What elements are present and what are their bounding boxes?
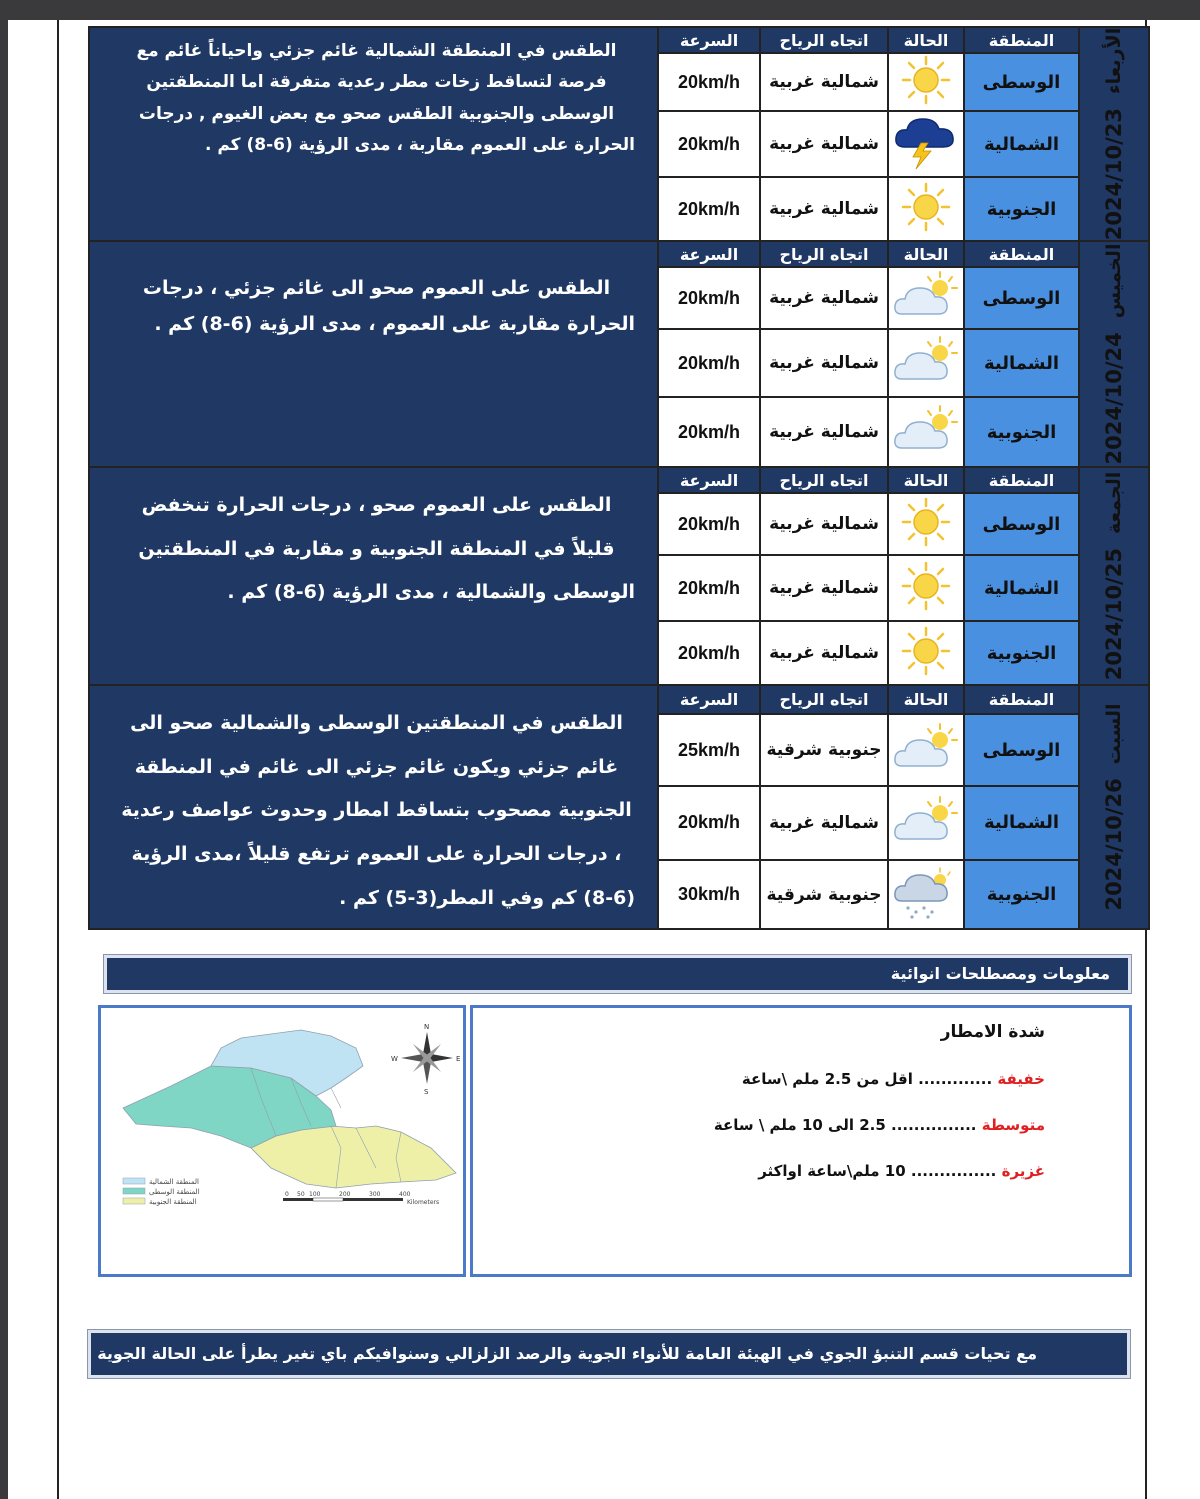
scale-50: 50 — [297, 1191, 305, 1198]
wind-speed: 20km/h — [658, 397, 760, 467]
iraq-regions-map — [98, 1005, 466, 1277]
day-description: الطقس في المنطقة الشمالية غائم جزئي واحياناً غائم مع فرصة لتساقط زخات مطر رعدية متفرقة اما المنطقتين الوسطى والجنوبية الطقس صحو مع بعض الغيوم , درجات الحرارة على العموم مقاربة ، مدى الرؤية (6-8) كم . — [89, 27, 658, 241]
wind-speed: 20km/h — [658, 555, 760, 621]
rain-light-row — [742, 1070, 1045, 1088]
header-region: المنطقة — [964, 27, 1079, 53]
day-header-row — [89, 241, 1149, 267]
rain-heavy-row — [758, 1162, 1045, 1180]
wind-speed: 20km/h — [658, 111, 760, 177]
day-header-row — [89, 467, 1149, 493]
wind-speed: 20km/h — [658, 786, 760, 860]
header-wind-direction: اتجاه الرياح — [760, 27, 888, 53]
partly-cloudy-icon — [892, 722, 960, 778]
rain-moderate-row — [714, 1116, 1045, 1134]
header-speed: السرعة — [658, 241, 760, 267]
wind-direction: شمالية غربية — [760, 786, 888, 860]
header-speed: السرعة — [658, 27, 760, 53]
day-date-cell — [1079, 467, 1149, 685]
region-name: الشمالية — [964, 329, 1079, 397]
wind-direction: شمالية غربية — [760, 493, 888, 555]
partly-cloudy-icon — [892, 795, 960, 851]
map-legend — [123, 1178, 200, 1206]
scale-100: 100 — [309, 1191, 321, 1198]
scale-0: 0 — [285, 1191, 289, 1198]
wind-speed: 25km/h — [658, 714, 760, 786]
condition-cell — [888, 621, 964, 685]
scale-unit: Kilometers — [407, 1199, 440, 1206]
header-condition: الحالة — [888, 685, 964, 714]
condition-cell — [888, 53, 964, 111]
sunny-icon — [901, 497, 951, 551]
compass-w: W — [391, 1055, 398, 1063]
wind-direction: شمالية غربية — [760, 329, 888, 397]
partly-cloudy-icon — [892, 335, 960, 391]
region-name: الشمالية — [964, 555, 1079, 621]
legend-south-label: المنطقة الجنوبية — [149, 1198, 197, 1206]
day-name: الأربعاء — [1103, 27, 1125, 95]
wind-direction: شمالية غربية — [760, 555, 888, 621]
day-date: 2024/10/23 — [1102, 108, 1126, 241]
day-date: 2024/10/25 — [1102, 548, 1126, 681]
condition-cell — [888, 267, 964, 329]
wind-direction: شمالية غربية — [760, 621, 888, 685]
day-description: الطقس على العموم صحو ، درجات الحرارة تنخفض قليلاً في المنطقة الجنوبية و مقاربة في المنطقتين الوسطى والشمالية ، مدى الرؤية (6-8) كم . — [89, 467, 658, 685]
condition-cell — [888, 786, 964, 860]
day-description: الطقس على العموم صحو الى غائم جزئي ، درجات الحرارة مقاربة على العموم ، مدى الرؤية (6-8) كم . — [89, 241, 658, 467]
day-header-row — [89, 685, 1149, 714]
map-scale-bar — [283, 1191, 439, 1206]
compass-e: E — [456, 1055, 461, 1063]
sunny-icon — [901, 55, 951, 109]
rain-heavy-label: غزيرة — [1001, 1162, 1045, 1180]
region-name: الجنوبية — [964, 621, 1079, 685]
wind-speed: 20km/h — [658, 329, 760, 397]
rain-moderate-text: ............... 2.5 الى 10 ملم \ ساعة — [713, 1116, 982, 1134]
wind-speed: 20km/h — [658, 177, 760, 241]
rain-intensity-box — [470, 1005, 1132, 1277]
region-name: الوسطى — [964, 267, 1079, 329]
rain-intensity-title: شدة الامطار — [940, 1022, 1045, 1042]
region-name: الوسطى — [964, 493, 1079, 555]
top-dark-bar — [0, 0, 1200, 20]
day-header-row — [89, 27, 1149, 53]
header-wind-direction: اتجاه الرياح — [760, 685, 888, 714]
region-name: الشمالية — [964, 111, 1079, 177]
condition-cell — [888, 397, 964, 467]
region-name: الوسطى — [964, 53, 1079, 111]
day-name: السبت — [1103, 703, 1125, 765]
region-name: الجنوبية — [964, 177, 1079, 241]
rain-moderate-label: متوسطة — [981, 1116, 1045, 1134]
region-name: الشمالية — [964, 786, 1079, 860]
scale-300: 300 — [369, 1191, 381, 1198]
rain-heavy-text: ............... 10 ملم\ساعة اواكثر — [758, 1162, 1002, 1180]
scale-400: 400 — [399, 1191, 411, 1198]
header-region: المنطقة — [964, 241, 1079, 267]
rain-light-label: خفيفة — [997, 1070, 1045, 1088]
day-date: 2024/10/26 — [1102, 778, 1126, 911]
wind-direction: شمالية غربية — [760, 111, 888, 177]
legend-central-label: المنطقة الوسطى — [149, 1188, 200, 1196]
wind-speed: 30km/h — [658, 860, 760, 930]
wind-direction: شمالية غربية — [760, 397, 888, 467]
day-date-cell — [1079, 241, 1149, 467]
left-dark-strip — [0, 20, 8, 1499]
footer-bar: مع تحيات قسم التنبؤ الجوي في الهيئة العامة للأنواء الجوية والرصد الزلزالي وسنوافيكم باي تغير يطرأ على الحالة الجوية — [88, 1330, 1130, 1378]
day-name: الجمعة — [1103, 471, 1125, 535]
wind-speed: 20km/h — [658, 53, 760, 111]
day-date: 2024/10/24 — [1102, 332, 1126, 465]
wind-speed: 20km/h — [658, 621, 760, 685]
wind-direction: جنوبية شرقية — [760, 860, 888, 930]
wind-direction: شمالية غربية — [760, 267, 888, 329]
condition-cell — [888, 714, 964, 786]
wind-direction: جنوبية شرقية — [760, 714, 888, 786]
partly-cloudy-icon — [892, 404, 960, 460]
sunny-icon — [901, 182, 951, 236]
map-region-south — [251, 1126, 456, 1188]
header-condition: الحالة — [888, 27, 964, 53]
partly-cloudy-icon — [892, 270, 960, 326]
scale-200: 200 — [339, 1191, 351, 1198]
day-name: الخميس — [1103, 243, 1125, 319]
legend-north-label: المنطقة الشمالية — [149, 1178, 199, 1186]
condition-cell — [888, 860, 964, 930]
condition-cell — [888, 177, 964, 241]
condition-cell — [888, 493, 964, 555]
header-condition: الحالة — [888, 467, 964, 493]
condition-cell — [888, 555, 964, 621]
sunny-icon — [901, 626, 951, 680]
region-name: الجنوبية — [964, 397, 1079, 467]
wind-direction: شمالية غربية — [760, 53, 888, 111]
header-speed: السرعة — [658, 467, 760, 493]
rain-light-text: ............. اقل من 2.5 ملم \ساعة — [741, 1070, 998, 1088]
forecast-table — [88, 26, 1150, 930]
condition-cell — [888, 111, 964, 177]
compass-n: N — [424, 1023, 430, 1031]
compass-s: S — [424, 1088, 429, 1096]
rain-cloud-icon — [892, 865, 960, 925]
header-region: المنطقة — [964, 467, 1079, 493]
header-wind-direction: اتجاه الرياح — [760, 241, 888, 267]
region-name: الجنوبية — [964, 860, 1079, 930]
header-region: المنطقة — [964, 685, 1079, 714]
wind-speed: 20km/h — [658, 267, 760, 329]
day-date-cell — [1079, 685, 1149, 929]
region-name: الوسطى — [964, 714, 1079, 786]
day-description: الطقس في المنطقتين الوسطى والشمالية صحو الى غائم جزئي ويكون غائم جزئي الى غائم في المنطقة الجنوبية مصحوب بتساقط امطار وحدوث عواصف رعدية ، درجات الحرارة على العموم ترتفع قليلاً ،مدى الرؤية (6-8) كم وفي المطر(3-5) كم . — [89, 685, 658, 929]
map-graphic — [101, 1008, 463, 1274]
compass-rose-icon — [391, 1023, 460, 1096]
sunny-icon — [901, 561, 951, 615]
header-speed: السرعة — [658, 685, 760, 714]
header-wind-direction: اتجاه الرياح — [760, 467, 888, 493]
wind-speed: 20km/h — [658, 493, 760, 555]
wind-direction: شمالية غربية — [760, 177, 888, 241]
info-terms-bar: معلومات ومصطلحات انوائية — [104, 955, 1131, 993]
header-condition: الحالة — [888, 241, 964, 267]
condition-cell — [888, 329, 964, 397]
day-date-cell — [1079, 27, 1149, 241]
thunderstorm-icon — [891, 113, 961, 175]
